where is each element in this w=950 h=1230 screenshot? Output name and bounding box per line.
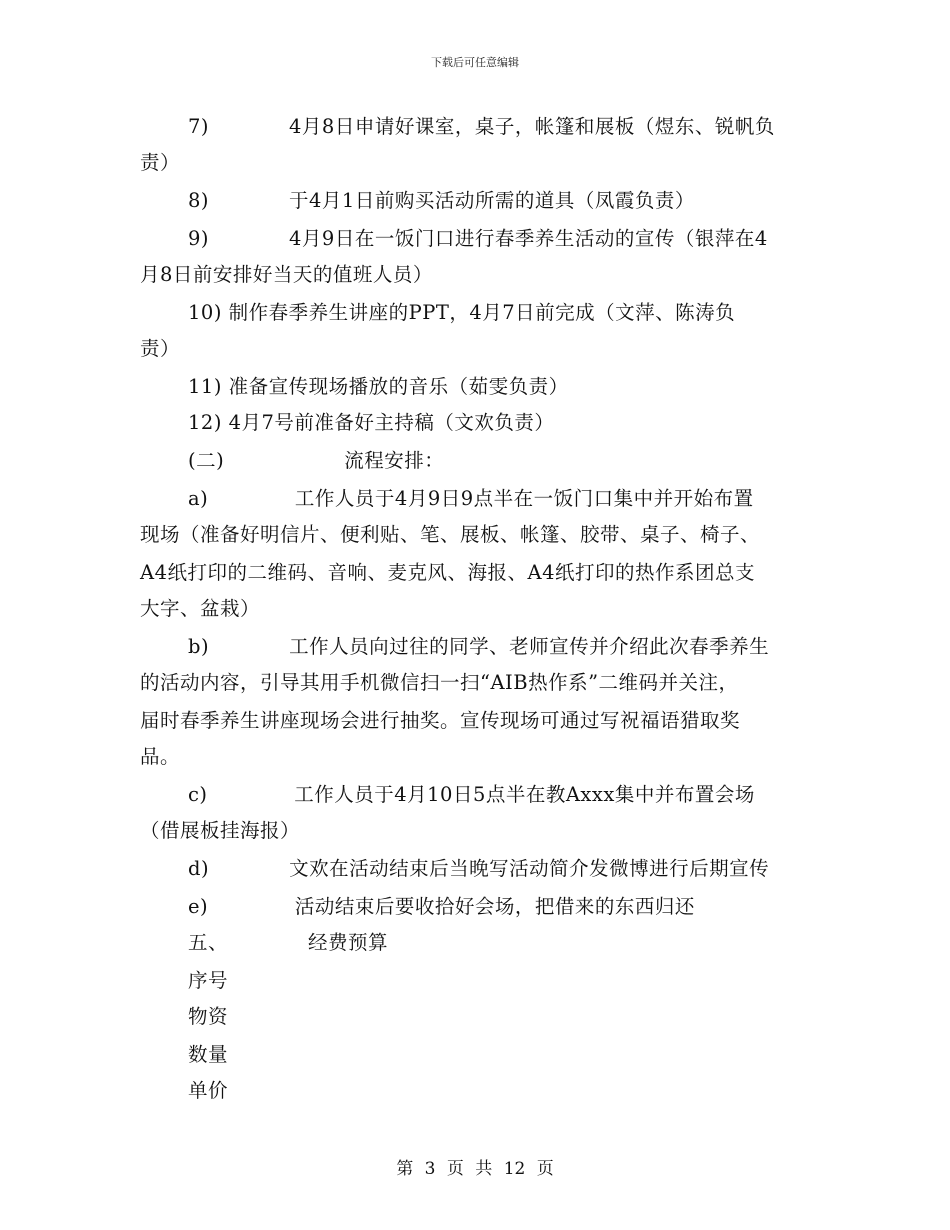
step-c-line-2: （借展板挂海报）	[140, 819, 301, 842]
item-12: 12) 4月7号前准备好主持稿（文欢负责）	[188, 411, 555, 434]
table-header-material: 物资	[188, 1005, 229, 1028]
page-footer: 第 3 页 共 12 页	[396, 1159, 554, 1179]
step-a-line-2: 现场（准备好明信片、便利贴、笔、展板、帐篷、胶带、桌子、椅子、	[140, 523, 761, 546]
item-9-line-1: 9) 4月9日在一饭门口进行春季养生活动的宣传（银萍在4	[188, 227, 768, 250]
step-d: d) 文欢在活动结束后当晚写活动简介发微博进行后期宣传	[188, 857, 770, 880]
table-header-unit-price: 单价	[188, 1079, 229, 1102]
item-7-line-1: 7) 4月8日申请好课室，桌子，帐篷和展板（煜东、锐帆负	[188, 115, 775, 138]
item-7-line-2: 责）	[140, 151, 181, 174]
table-header-quantity: 数量	[188, 1043, 229, 1066]
step-a-line-1: a) 工作人员于4月9日9点半在一饭门口集中并开始布置	[188, 487, 754, 510]
page-header: 下载后可任意编辑	[431, 56, 519, 69]
step-a-line-4: 大字、盆栽）	[140, 597, 261, 620]
step-b-line-2: 的活动内容，引导其用手机微信扫一扫“AIB热作系”二维码并关注，	[140, 671, 739, 694]
section-5-heading: 五、 经费预算	[188, 931, 389, 954]
step-a-line-3: A4纸打印的二维码、音响、麦克风、海报、A4纸打印的热作系团总支	[140, 561, 755, 584]
section-2-heading: (二) 流程安排：	[188, 449, 445, 472]
item-10-line-2: 责）	[140, 337, 181, 360]
step-c-line-1: c) 工作人员于4月10日5点半在教Axxx集中并布置会场	[188, 783, 755, 806]
item-11: 11) 准备宣传现场播放的音乐（茹雯负责）	[188, 375, 569, 398]
step-b-line-3: 届时春季养生讲座现场会进行抽奖。宣传现场可通过写祝福语猎取奖	[140, 709, 741, 732]
table-header-serial: 序号	[188, 969, 229, 992]
item-9-line-2: 月8日前安排好当天的值班人员）	[140, 263, 433, 286]
step-e: e) 活动结束后要收拾好会场，把借来的东西归还	[188, 895, 695, 918]
item-8: 8) 于4月1日前购买活动所需的道具（凤霞负责）	[188, 189, 695, 212]
step-b-line-1: b) 工作人员向过往的同学、老师宣传并介绍此次春季养生	[188, 635, 770, 658]
step-b-line-4: 品。	[140, 745, 181, 768]
item-10-line-1: 10) 制作春季养生讲座的PPT，4月7日前完成（文萍、陈涛负	[188, 301, 736, 324]
